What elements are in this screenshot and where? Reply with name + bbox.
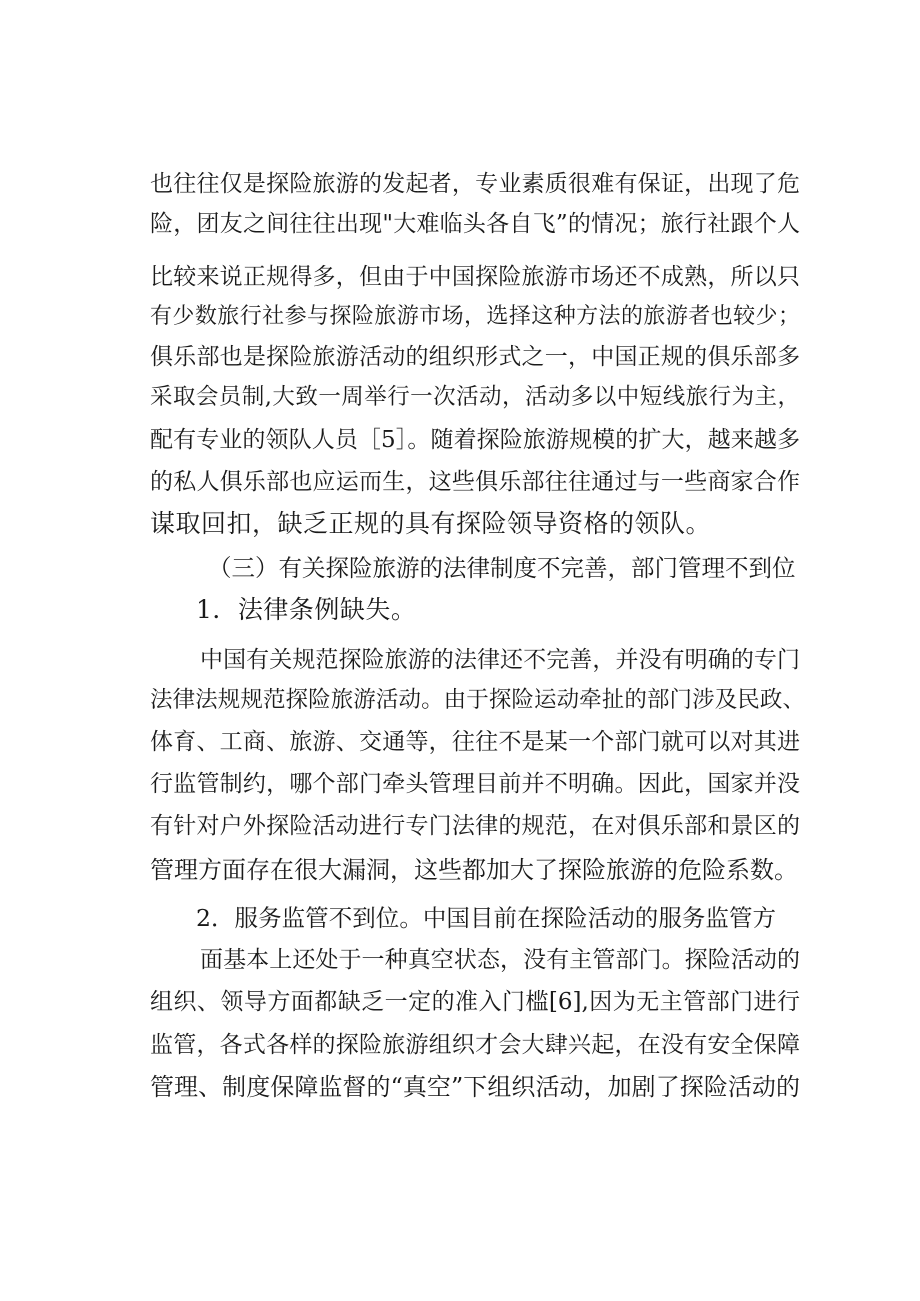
paragraph-line: 配有专业的领队人员［5］。随着探险旅游规模的扩大，越来越多 xyxy=(150,427,800,453)
subheading-supervision: 2．服务监管不到位。中国目前在探险活动的服务监管方 xyxy=(196,904,776,932)
paragraph-line: 管理方面存在很大漏洞，这些都加大了探险旅游的危险系数。 xyxy=(150,856,798,884)
paragraph-line: 也往往仅是探险旅游的发起者，专业素质很难有保证，出现了危 xyxy=(150,171,800,197)
paragraph-line: 险，团友之间往往出现"大难临头各自飞”的情况；旅行社跟个人 xyxy=(150,211,800,237)
paragraph-line: 的私人俱乐部也应运而生，这些俱乐部往往通过与一些商家合作 xyxy=(150,469,800,495)
paragraph-line: 中国有关规范探险旅游的法律还不完善，并没有明确的专门 xyxy=(200,647,800,673)
paragraph-line: 面基本上还处于一种真空状态，没有主管部门。探险活动的 xyxy=(200,947,800,973)
paragraph-line: 管理、制度保障监督的“真空”下组织活动，加剧了探险活动的 xyxy=(150,1073,800,1101)
paragraph-line: 组织、领导方面都缺乏一定的准入门槛[6],因为无主管部门进行 xyxy=(150,989,800,1015)
paragraph-line: 俱乐部也是探险旅游活动的组织形式之一，中国正规的俱乐部多 xyxy=(150,344,800,370)
paragraph-line: 行监管制约，哪个部门牵头管理目前并不明确。因此，国家并没 xyxy=(150,771,800,797)
paragraph-line: 体育、工商、旅游、交通等，往往不是某一个部门就可以对其进 xyxy=(150,729,800,755)
paragraph-line: 法律法规规范探险旅游活动。由于探险运动牵扯的部门涉及民政、 xyxy=(150,687,805,713)
paragraph-line: 采取会员制,大致一周举行一次活动，活动多以中短线旅行为主， xyxy=(150,384,800,410)
paragraph-line: 比较来说正规得多，但由于中国探险旅游市场还不成熟，所以只 xyxy=(150,264,800,290)
paragraph-line: 有少数旅行社参与探险旅游市场，选择这种方法的旅游者也较少； xyxy=(150,304,800,329)
section-heading: （三）有关探险旅游的法律制度不完善，部门管理不到位 xyxy=(208,554,796,582)
paragraph-line: 谋取回扣，缺乏正规的具有探险领导资格的领队。 xyxy=(150,509,712,538)
paragraph-line: 有针对户外探险活动进行专门法律的规范，在对俱乐部和景区的 xyxy=(150,813,800,839)
subheading-legal-gap: 1．法律条例缺失。 xyxy=(196,595,417,624)
paragraph-line: 监管，各式各样的探险旅游组织才会大肆兴起，在没有安全保障 xyxy=(150,1032,800,1058)
